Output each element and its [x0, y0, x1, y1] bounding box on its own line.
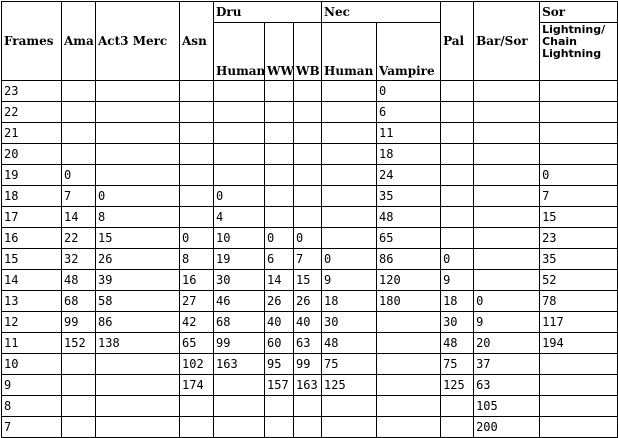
value-cell: 7	[540, 186, 618, 207]
value-cell: 6	[377, 102, 441, 123]
header-dru: Dru	[214, 2, 322, 23]
value-cell: 35	[377, 186, 441, 207]
value-cell	[474, 207, 540, 228]
frames-cell: 10	[2, 354, 62, 375]
value-cell	[96, 102, 180, 123]
value-cell	[474, 81, 540, 102]
value-cell: 9	[441, 270, 474, 291]
header-row	[2, 2, 618, 23]
value-cell: 117	[540, 312, 618, 333]
value-cell	[214, 165, 265, 186]
value-cell: 0	[540, 165, 618, 186]
value-cell: 86	[96, 312, 180, 333]
value-cell: 174	[180, 375, 214, 396]
value-cell	[265, 144, 294, 165]
value-cell	[96, 165, 180, 186]
value-cell	[441, 102, 474, 123]
value-cell	[322, 396, 377, 417]
value-cell: 63	[294, 333, 322, 354]
header-ama: Ama	[62, 2, 96, 81]
value-cell: 102	[180, 354, 214, 375]
value-cell	[294, 102, 322, 123]
value-cell: 9	[474, 312, 540, 333]
value-cell: 194	[540, 333, 618, 354]
value-cell: 99	[214, 333, 265, 354]
value-cell	[294, 417, 322, 438]
value-cell	[265, 81, 294, 102]
value-cell	[322, 417, 377, 438]
value-cell: 86	[377, 249, 441, 270]
value-cell: 120	[377, 270, 441, 291]
value-cell	[441, 123, 474, 144]
value-cell: 157	[265, 375, 294, 396]
value-cell	[377, 417, 441, 438]
value-cell	[322, 144, 377, 165]
value-cell	[322, 207, 377, 228]
value-cell: 15	[540, 207, 618, 228]
value-cell: 39	[96, 270, 180, 291]
value-cell	[377, 333, 441, 354]
value-cell: 15	[96, 228, 180, 249]
value-cell	[265, 396, 294, 417]
value-cell: 42	[180, 312, 214, 333]
value-cell	[214, 417, 265, 438]
table-row	[2, 417, 618, 438]
value-cell: 26	[96, 249, 180, 270]
value-cell: 63	[474, 375, 540, 396]
table-row	[2, 312, 618, 333]
value-cell: 68	[214, 312, 265, 333]
value-cell: 26	[265, 291, 294, 312]
value-cell	[377, 396, 441, 417]
value-cell: 0	[441, 249, 474, 270]
frames-cell: 17	[2, 207, 62, 228]
value-cell	[62, 354, 96, 375]
value-cell	[180, 165, 214, 186]
value-cell	[180, 207, 214, 228]
header-asn: Asn	[180, 2, 214, 81]
value-cell: 40	[265, 312, 294, 333]
value-cell	[214, 396, 265, 417]
value-cell: 65	[180, 333, 214, 354]
value-cell	[294, 207, 322, 228]
value-cell	[540, 123, 618, 144]
value-cell	[377, 375, 441, 396]
value-cell	[265, 186, 294, 207]
value-cell: 18	[441, 291, 474, 312]
value-cell	[441, 81, 474, 102]
value-cell	[294, 81, 322, 102]
value-cell: 10	[214, 228, 265, 249]
value-cell: 14	[265, 270, 294, 291]
value-cell: 78	[540, 291, 618, 312]
value-cell: 8	[180, 249, 214, 270]
value-cell: 23	[540, 228, 618, 249]
value-cell	[540, 81, 618, 102]
value-cell: 0	[96, 186, 180, 207]
table-row	[2, 165, 618, 186]
table-row	[2, 291, 618, 312]
value-cell	[96, 417, 180, 438]
value-cell: 30	[441, 312, 474, 333]
value-cell: 27	[180, 291, 214, 312]
value-cell	[265, 207, 294, 228]
value-cell: 125	[322, 375, 377, 396]
value-cell	[265, 102, 294, 123]
value-cell: 48	[322, 333, 377, 354]
value-cell	[474, 249, 540, 270]
value-cell	[322, 186, 377, 207]
frames-cell: 16	[2, 228, 62, 249]
value-cell: 58	[96, 291, 180, 312]
value-cell	[377, 312, 441, 333]
table-row	[2, 249, 618, 270]
value-cell: 0	[62, 165, 96, 186]
table-row	[2, 186, 618, 207]
value-cell: 163	[294, 375, 322, 396]
value-cell	[96, 81, 180, 102]
value-cell	[62, 144, 96, 165]
value-cell	[96, 144, 180, 165]
table-row	[2, 102, 618, 123]
table-body	[2, 81, 618, 438]
value-cell: 138	[96, 333, 180, 354]
value-cell	[474, 144, 540, 165]
value-cell: 0	[214, 186, 265, 207]
value-cell	[540, 396, 618, 417]
subheader-nec-human: Human	[322, 23, 377, 81]
value-cell	[62, 81, 96, 102]
value-cell	[265, 165, 294, 186]
value-cell	[294, 144, 322, 165]
value-cell	[441, 417, 474, 438]
table-row	[2, 228, 618, 249]
value-cell	[322, 228, 377, 249]
value-cell: 46	[214, 291, 265, 312]
value-cell	[540, 354, 618, 375]
subheader-dru-human: Human	[214, 23, 265, 81]
value-cell	[540, 375, 618, 396]
value-cell: 8	[96, 207, 180, 228]
table-row	[2, 396, 618, 417]
frames-cell: 22	[2, 102, 62, 123]
value-cell: 0	[322, 249, 377, 270]
value-cell	[441, 144, 474, 165]
value-cell	[96, 354, 180, 375]
header-frames: Frames	[2, 2, 62, 81]
value-cell: 0	[377, 81, 441, 102]
value-cell: 26	[294, 291, 322, 312]
value-cell: 60	[265, 333, 294, 354]
frames-cell: 23	[2, 81, 62, 102]
table-row	[2, 207, 618, 228]
value-cell: 35	[540, 249, 618, 270]
value-cell	[96, 123, 180, 144]
value-cell: 14	[62, 207, 96, 228]
value-cell: 16	[180, 270, 214, 291]
subheader-dru-wb: WB	[294, 23, 322, 81]
value-cell: 6	[265, 249, 294, 270]
value-cell: 19	[214, 249, 265, 270]
value-cell	[322, 123, 377, 144]
value-cell	[322, 102, 377, 123]
table-row	[2, 333, 618, 354]
value-cell	[180, 186, 214, 207]
value-cell: 0	[294, 228, 322, 249]
value-cell	[474, 186, 540, 207]
value-cell	[474, 270, 540, 291]
value-cell	[377, 354, 441, 375]
value-cell: 152	[62, 333, 96, 354]
value-cell: 180	[377, 291, 441, 312]
value-cell: 48	[441, 333, 474, 354]
table-row	[2, 123, 618, 144]
frames-cell: 14	[2, 270, 62, 291]
table-row	[2, 81, 618, 102]
value-cell: 68	[62, 291, 96, 312]
value-cell	[474, 123, 540, 144]
value-cell: 40	[294, 312, 322, 333]
value-cell	[214, 144, 265, 165]
value-cell: 0	[265, 228, 294, 249]
value-cell: 200	[474, 417, 540, 438]
header-bar-sor: Bar/Sor	[474, 2, 540, 81]
value-cell: 0	[474, 291, 540, 312]
value-cell: 7	[62, 186, 96, 207]
value-cell	[322, 81, 377, 102]
value-cell: 99	[62, 312, 96, 333]
value-cell	[214, 123, 265, 144]
value-cell: 125	[441, 375, 474, 396]
header-nec: Nec	[322, 2, 441, 23]
value-cell	[96, 375, 180, 396]
value-cell	[180, 396, 214, 417]
value-cell	[214, 81, 265, 102]
table-row	[2, 354, 618, 375]
frames-cell: 11	[2, 333, 62, 354]
value-cell	[180, 417, 214, 438]
value-cell: 7	[294, 249, 322, 270]
value-cell	[540, 102, 618, 123]
value-cell: 22	[62, 228, 96, 249]
table-row	[2, 375, 618, 396]
value-cell	[294, 186, 322, 207]
value-cell: 15	[294, 270, 322, 291]
subheader-dru-ww: WW	[265, 23, 294, 81]
header-sor: Sor	[540, 2, 618, 23]
value-cell	[265, 417, 294, 438]
frames-cell: 8	[2, 396, 62, 417]
value-cell	[474, 165, 540, 186]
frames-cell: 19	[2, 165, 62, 186]
value-cell: 75	[322, 354, 377, 375]
value-cell: 37	[474, 354, 540, 375]
value-cell: 95	[265, 354, 294, 375]
value-cell: 163	[214, 354, 265, 375]
value-cell	[294, 165, 322, 186]
value-cell: 99	[294, 354, 322, 375]
frames-cell: 12	[2, 312, 62, 333]
value-cell	[540, 417, 618, 438]
value-cell	[265, 123, 294, 144]
value-cell: 75	[441, 354, 474, 375]
value-cell	[441, 186, 474, 207]
value-cell: 105	[474, 396, 540, 417]
value-cell: 30	[214, 270, 265, 291]
frames-cell: 20	[2, 144, 62, 165]
value-cell	[441, 396, 474, 417]
header-pal: Pal	[441, 2, 474, 81]
value-cell	[441, 165, 474, 186]
value-cell	[180, 123, 214, 144]
value-cell: 9	[322, 270, 377, 291]
value-cell	[214, 375, 265, 396]
value-cell: 0	[180, 228, 214, 249]
value-cell: 18	[377, 144, 441, 165]
value-cell	[474, 102, 540, 123]
subheader-sor-lightning: Lightning/ Chain Lightning	[540, 23, 618, 81]
value-cell	[62, 102, 96, 123]
value-cell: 52	[540, 270, 618, 291]
frames-table	[1, 1, 618, 438]
value-cell	[441, 207, 474, 228]
value-cell	[180, 102, 214, 123]
value-cell	[540, 144, 618, 165]
value-cell	[96, 396, 180, 417]
value-cell: 48	[377, 207, 441, 228]
frames-cell: 7	[2, 417, 62, 438]
value-cell: 11	[377, 123, 441, 144]
value-cell: 65	[377, 228, 441, 249]
value-cell: 20	[474, 333, 540, 354]
frames-cell: 18	[2, 186, 62, 207]
value-cell: 48	[62, 270, 96, 291]
table-row	[2, 144, 618, 165]
frames-cell: 9	[2, 375, 62, 396]
value-cell	[294, 123, 322, 144]
value-cell: 24	[377, 165, 441, 186]
value-cell: 4	[214, 207, 265, 228]
value-cell	[62, 123, 96, 144]
value-cell	[62, 417, 96, 438]
header-act3-merc: Act3 Merc	[96, 2, 180, 81]
value-cell: 32	[62, 249, 96, 270]
value-cell	[180, 144, 214, 165]
value-cell	[214, 102, 265, 123]
value-cell	[62, 375, 96, 396]
frames-cell: 21	[2, 123, 62, 144]
value-cell	[180, 81, 214, 102]
value-cell	[62, 396, 96, 417]
table-row	[2, 270, 618, 291]
value-cell	[474, 228, 540, 249]
frames-cell: 13	[2, 291, 62, 312]
value-cell: 30	[322, 312, 377, 333]
frames-cell: 15	[2, 249, 62, 270]
subheader-nec-vampire: Vampire	[377, 23, 441, 81]
value-cell	[322, 165, 377, 186]
value-cell	[441, 228, 474, 249]
value-cell: 18	[322, 291, 377, 312]
value-cell	[294, 396, 322, 417]
